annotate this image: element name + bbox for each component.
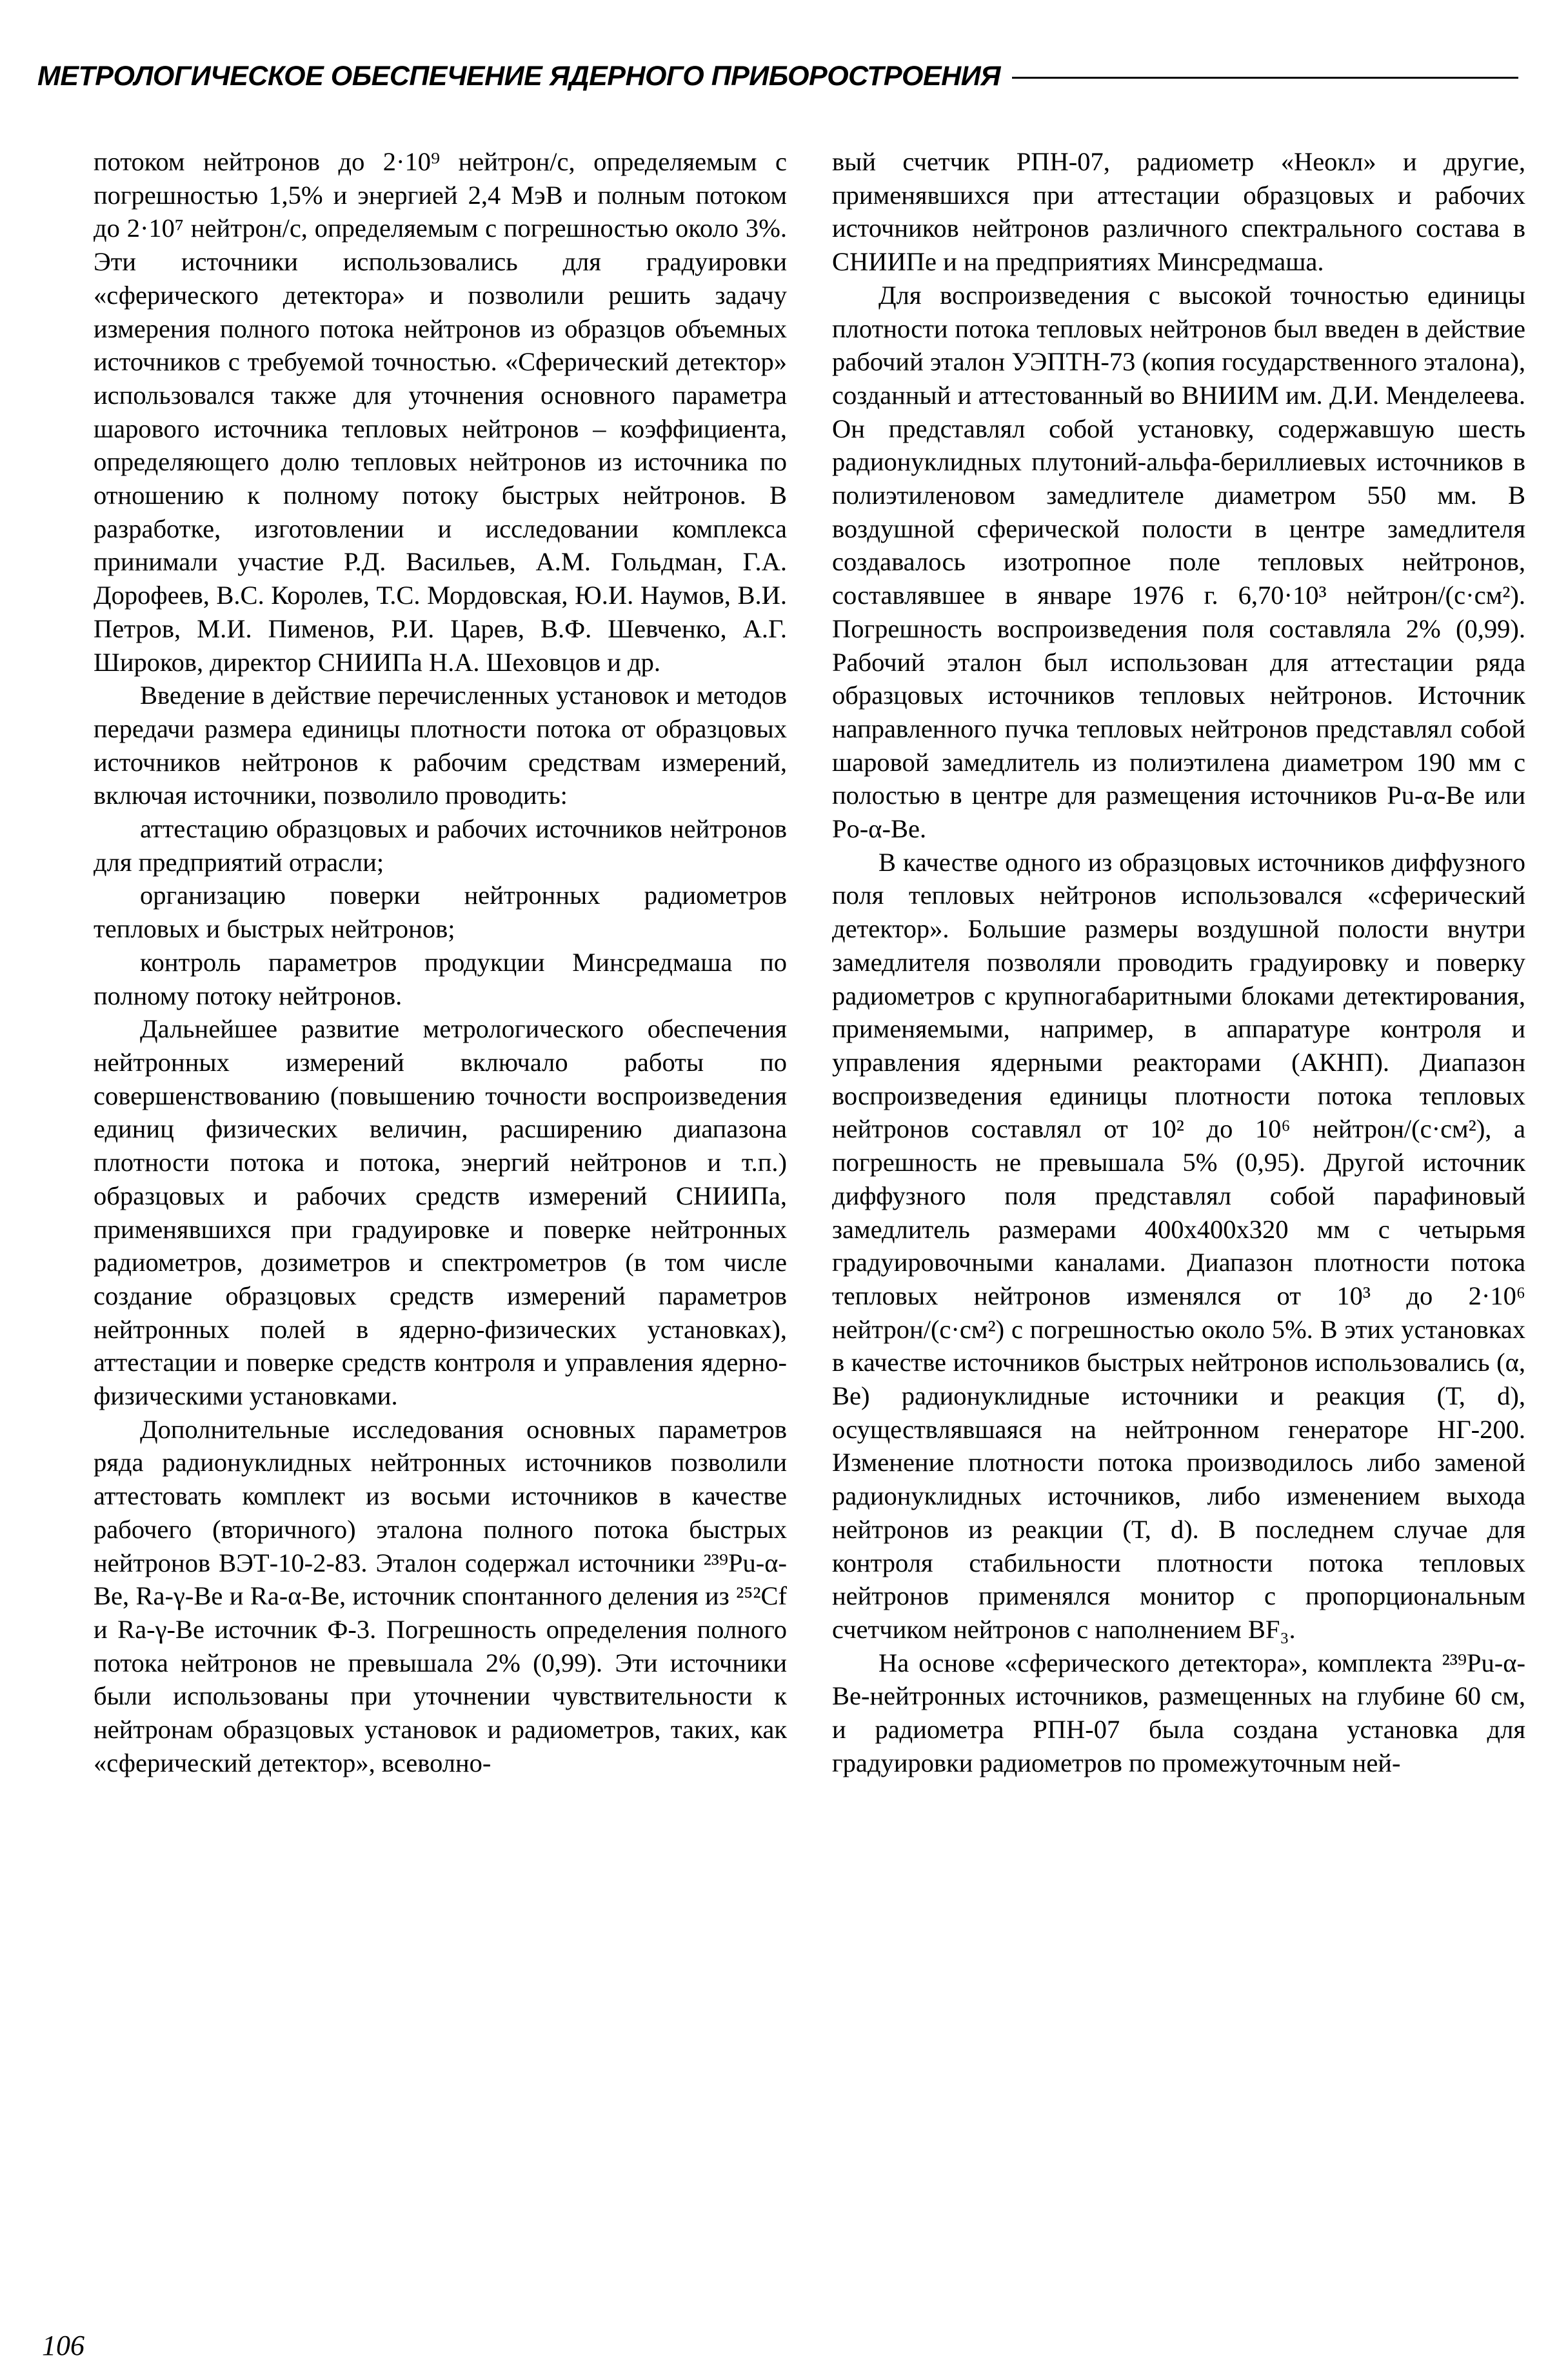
right-column — [832, 145, 1525, 1779]
paragraph: вый счетчик РПН-07, радиометр «Неокл» и другие, применявшихся при аттестации образцовых и рабочих источников нейтронов различного спектрального состава в СНИИПе и на предприятиях Минсредмаша. — [832, 147, 1525, 277]
paragraph: Дальнейшее развитие метрологического обеспечения нейтронных измерений включало работы по совершенствованию (повышению точности воспроизведения единиц физических величин, расширению диапазона плотности потока и потока, энергий нейтронов и т.п.) образцовых и рабочих средств измерений СНИИПа, применявшихся при градуировке и поверке нейтронных радиометров, дозиметров и спектрометров (в том числе создание образцовых средств измерений параметров нейтронных полей в ядерно-физических установках), аттестации и поверке средств контроля и управления ядерно-физическими установками. — [94, 1014, 787, 1411]
running-header — [37, 57, 1518, 95]
header-rule — [1012, 77, 1518, 79]
paragraph: Для воспроизведения с высокой точностью единицы плотности потока тепловых нейтронов был введен в действие рабочий эталон УЭПТН-73 (копия государственного эталона), созданный и аттестованный во ВНИИМ им. Д.И. Менделеева. Он представлял собой установку, содержавшую шесть радионуклидных плутоний-альфа-бериллиевых источников в полиэтиленовом замедлителе диаметром 550 мм. В воздушной сферической полости в центре замедлителя создавалось изотропное поле тепловых нейтронов, составлявшее в январе 1976 г. 6,70·10³ нейтрон/(с·см²). Погрешность воспроизведения поля составляла 2% (0,99). Рабочий эталон был использован для аттестации ряда образцовых источников тепловых нейтронов. Источник направленного пучка тепловых нейтронов представлял собой шаровой замедлитель из полиэтилена диаметром 190 мм с полостью в центре для размещения источников Pu-α-Be или Po-α-Be. — [832, 280, 1525, 844]
paragraph: В качестве одного из образцовых источников диффузного поля тепловых нейтронов использовался «сферический детектор». Большие размеры воздушной полости внутри замедлителя позволяли проводить градуировку и поверку радиометров с крупногабаритными блоками детектирования, применяемыми, например, в аппаратуре контроля и управления ядерными реакторами (АКНП). Диапазон воспроизведения единицы плотности потока тепловых нейтронов составлял от 10² до 10⁶ нейтрон/(с·см²), а погрешность не превышала 5% (0,95). Другой источник диффузного поля представлял собой парафиновый замедлитель размерами 400х400х320 мм с четырьмя градуировочными каналами. Диапазон плотности потока тепловых нейтронов изменялся от 10³ до 2·10⁶ нейтрон/(с·см²) с погрешностью около 5%. В этих установках в качестве источников быстрых нейтронов использовались (α, Be) радионуклидные источники и реакция (Т, d), осуществлявшаяся на нейтронном генераторе НГ-200. Изменение плотности потока производилось либо заменой радионуклидных источников, либо изменением выхода нейтронов из реакции (Т, d). В последнем случае для контроля стабильности плотности потока тепловых нейтронов применялся монитор с пропорциональным счетчиком нейтронов с наполнением BF₃. — [832, 847, 1525, 1644]
list-item: организацию поверки нейтронных радиометров тепловых и быстрых нейтронов; — [94, 881, 787, 944]
paragraph: потоком нейтронов до 2·10⁹ нейтрон/с, определяемым с погрешностью 1,5% и энергией 2,4 МэВ и полным потоком до 2·10⁷ нейтрон/с, определяемым с погрешностью около 3%. Эти источники использовались для градуировки «сферического детектора» и позволили решить задачу измерения полного потока нейтронов из образцов объемных источников с требуемой точностью. «Сферический детектор» использовался также для уточнения основного параметра шарового источника тепловых нейтронов – коэффициента, определяющего долю тепловых нейтронов из источника по отношению к полному потоку быстрых нейтронов. В разработке, изготовлении и исследовании комплекса принимали участие Р.Д. Васильев, А.М. Гольдман, Г.А. Дорофеев, В.С. Королев, Т.С. Мордовская, Ю.И. Наумов, В.И. Петров, М.И. Пименов, Р.И. Царев, В.Ф. Шевченко, А.Г. Широков, директор СНИИПа Н.А. Шеховцов и др. — [94, 147, 787, 677]
left-column — [94, 145, 787, 1779]
paragraph: Введение в действие перечисленных установок и методов передачи размера единицы плотности потока от образцовых источников нейтронов к рабочим средствам измерений, включая источники, позволило проводить: — [94, 681, 787, 810]
list-item: контроль параметров продукции Минсредмаша по полному потоку нейтронов. — [94, 947, 787, 1010]
paragraph: Дополнительные исследования основных параметров ряда радионуклидных нейтронных источников позволили аттестовать комплект из восьми источников в качестве рабочего (вторичного) эталона полного потока быстрых нейтронов ВЭТ-10-2-83. Эталон содержал источники ²³⁹Pu-α-Be, Ra-γ-Be и Ra-α-Be, источник спонтанного деления из ²⁵²Cf и Ra-γ-Be источник Ф-3. Погрешность определения полного потока нейтронов не превышала 2% (0,99). Эти источники были использованы при уточнении чувствительности к нейтронам образцовых установок и радиометров, таких, как «сферический детектор», всеволно- — [94, 1414, 787, 1777]
list-item: аттестацию образцовых и рабочих источников нейтронов для предприятий отрасли; — [94, 814, 787, 877]
header-title: МЕТРОЛОГИЧЕСКОЕ ОБЕСПЕЧЕНИЕ ЯДЕРНОГО ПРИБОРОСТРОЕНИЯ — [37, 60, 1001, 92]
paragraph: На основе «сферического детектора», комплекта ²³⁹Pu-α-Be-нейтронных источников, размещенных на глубине 60 см, и радиометра РПН-07 была создана установка для градуировки радиометров по промежуточным ней- — [832, 1648, 1525, 1777]
page-number: 106 — [42, 2330, 84, 2361]
